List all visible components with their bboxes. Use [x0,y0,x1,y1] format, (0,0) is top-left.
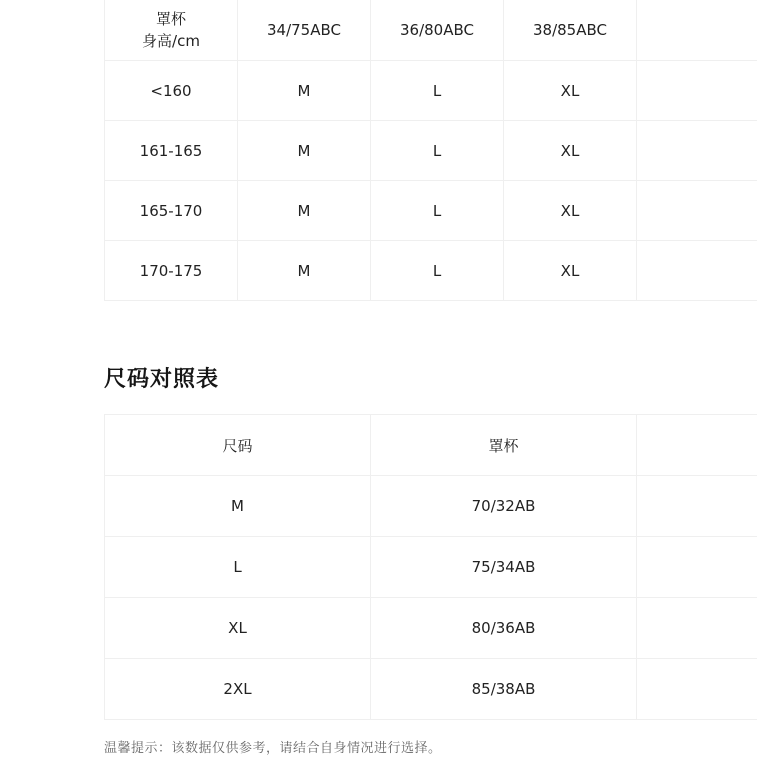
table-row [105,121,757,181]
size-chart-title: 尺码对照表 [104,367,220,392]
table-header-row [105,0,757,61]
empty-cell [637,181,757,241]
empty-cell [637,537,757,598]
size-cell: M [238,241,371,301]
size-cell: XL [504,61,637,121]
cup-cell: 85/38AB [371,659,637,720]
size-cell: L [105,537,371,598]
size-recommendation-table [104,0,757,301]
size-cell: M [238,121,371,181]
size-cell: L [371,121,504,181]
cup-header-label: 罩杯 [155,9,186,28]
size-cell: XL [504,241,637,301]
size-chart-table [104,414,757,720]
cup-cell: 70/32AB [371,476,637,537]
cup-cell: 80/36AB [371,598,637,659]
height-header-label: 身高/cm [142,31,200,50]
table-row [105,659,757,720]
table-row [105,537,757,598]
empty-cell [637,659,757,720]
height-cell: 165-170 [105,181,238,241]
empty-cell [637,598,757,659]
size-cell: M [105,476,371,537]
empty-cell [637,415,757,476]
table-row [105,476,757,537]
footer-note: 温馨提示：该数据仅供参考，请结合自身情况进行选择。 [104,741,442,756]
size-header-cell: 尺码 [105,415,371,476]
column-header-cell: 36/80ABC [371,0,504,61]
empty-cell [637,61,757,121]
size-cell: 2XL [105,659,371,720]
size-cell: M [238,61,371,121]
table-row [105,241,757,301]
size-cell: XL [504,181,637,241]
size-cell: L [371,181,504,241]
column-header-cell: 34/75ABC [238,0,371,61]
height-cell: 170-175 [105,241,238,301]
size-cell: M [238,181,371,241]
size-cell: L [371,241,504,301]
column-header-cell: 38/85ABC [504,0,637,61]
size-cell: XL [105,598,371,659]
empty-cell [637,476,757,537]
table-row [105,598,757,659]
empty-cell [637,121,757,181]
size-cell: L [371,61,504,121]
height-cell: <160 [105,61,238,121]
table-row [105,61,757,121]
corner-header-cell [105,0,238,61]
size-cell: XL [504,121,637,181]
cup-header-cell: 罩杯 [371,415,637,476]
empty-cell [637,0,757,61]
table-row [105,181,757,241]
empty-cell [637,241,757,301]
table-header-row [105,415,757,476]
cup-cell: 75/34AB [371,537,637,598]
height-cell: 161-165 [105,121,238,181]
